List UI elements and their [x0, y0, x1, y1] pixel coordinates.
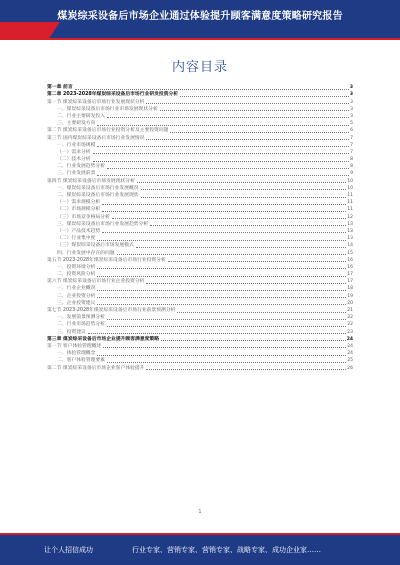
toc-entry[interactable] — [47, 98, 353, 105]
toc-entry-text: 一、煤炭综采设备后市场行业市场发展现状分析 — [57, 106, 158, 112]
toc-leader-dots — [97, 125, 349, 126]
toc-entry-page: 16 — [347, 264, 353, 270]
toc-entry[interactable] — [47, 91, 353, 98]
toc-entry[interactable] — [47, 213, 353, 220]
toc-entry-text: （一）需求规模分析 — [57, 200, 101, 206]
toc-entry-text: （三）市场竞争格局分析 — [57, 214, 110, 220]
toc-entry-text: （一）需求分析 — [57, 149, 91, 155]
toc-entry-text: 三、行业发展前景 — [57, 171, 96, 177]
toc-entry-text: （二）行业集中度 — [57, 236, 96, 242]
toc-entry-page: 3 — [350, 113, 353, 119]
toc-entry-page: 3 — [350, 106, 353, 112]
toc-entry-page: 21 — [347, 308, 353, 313]
toc-entry[interactable] — [47, 113, 353, 120]
toc-entry[interactable] — [47, 257, 353, 264]
toc-entry[interactable] — [47, 343, 353, 350]
toc-entry-page: 16 — [347, 257, 353, 263]
toc-entry-text: 第六节 煤炭综采设备后市场行业企业投资分析 — [47, 279, 145, 285]
toc-entry-text: 二、客户体验管理要素 — [57, 358, 105, 364]
report-header — [0, 0, 400, 38]
toc-entry-text: 三、煤炭综采设备后市场行业发展趋势分析 — [57, 221, 149, 227]
toc-leader-dots — [75, 89, 349, 90]
toc-entry[interactable] — [47, 163, 353, 170]
toc-entry-page: 8 — [350, 164, 353, 170]
footer-slogan: 让个人招信成功 — [44, 546, 93, 554]
toc-entry-text: 二、企业投资分析 — [57, 293, 96, 299]
toc-entry-text: 二、煤炭综采设备后市场行业发展现状 — [57, 193, 139, 198]
toc-entry-text: 第一节 客户体验管理概述 — [47, 343, 102, 349]
toc-leader-dots — [160, 110, 349, 111]
toc-entry-page: 7 — [350, 135, 353, 141]
toc-leader-dots — [97, 297, 346, 298]
report-footer — [0, 535, 400, 565]
toc-leader-dots — [107, 326, 346, 327]
toc-entry-page: 14 — [347, 243, 353, 249]
toc-entry-text: （三）煤炭综采设备后市场发展模式 — [57, 243, 134, 249]
toc-entry[interactable] — [47, 142, 353, 149]
toc-entry[interactable] — [47, 221, 353, 228]
toc-entry-text: 第一节 煤炭综采设备后市场行业发展现状分析 — [47, 99, 145, 105]
toc-entry-text: 第三章 煤炭综采设备后市场企业提升顾客满意度策略 — [47, 336, 160, 342]
toc-entry-text: 三、主要研发方向 — [57, 121, 96, 127]
toc-leader-dots — [146, 103, 349, 104]
toc-entry[interactable] — [47, 199, 353, 206]
toc-entry-page: 7 — [350, 149, 353, 155]
toc-entry[interactable] — [47, 206, 353, 213]
toc-entry[interactable] — [47, 84, 353, 91]
toc-entry-page: 13 — [347, 236, 353, 242]
toc-entry-page: 24 — [347, 351, 353, 357]
toc-entry[interactable] — [47, 242, 353, 249]
toc-entry-text: （二）技术分析 — [57, 157, 91, 163]
toc-entry-page: 24 — [347, 343, 353, 349]
report-title: 煤炭综采设备后市场企业通过体验提升顾客满意度策略研究报告 — [57, 11, 343, 22]
toc-leader-dots — [177, 312, 346, 313]
toc-entry-page: 8 — [350, 157, 353, 163]
toc-entry[interactable] — [47, 307, 353, 314]
toc-entry-text: 第二节 煤炭综采设备后市场行业投资分析及主要投资问题 — [47, 128, 169, 134]
toc-entry[interactable] — [47, 170, 353, 177]
toc-leader-dots — [97, 276, 346, 277]
toc-entry[interactable] — [47, 177, 353, 184]
toc-entry-page: 9 — [350, 171, 353, 177]
toc-leader-dots — [102, 204, 346, 205]
toc-leader-dots — [102, 232, 346, 233]
toc-heading: 内容目录 — [171, 60, 228, 75]
toc-entry-page: 23 — [347, 329, 353, 335]
toc-entry[interactable] — [47, 271, 353, 278]
toc-entry[interactable] — [47, 235, 353, 242]
toc-entry-text: 二、行业市场趋势分析 — [57, 322, 105, 328]
toc-entry-page: 13 — [347, 228, 353, 234]
toc-entry-page: 3 — [349, 92, 353, 98]
toc-entry[interactable] — [47, 106, 353, 113]
toc-entry-text: 一、行业市场规模 — [57, 142, 96, 148]
toc-entry-text: 二、投资风险分析 — [57, 272, 96, 278]
toc-leader-dots — [146, 139, 349, 140]
toc-entry-page: 25 — [347, 358, 353, 364]
toc-leader-dots — [168, 261, 346, 262]
toc-entry[interactable] — [47, 249, 353, 256]
toc-entry-text: 第二章 2023-2028年煤炭综采设备后市场行业研发投资分析 — [47, 92, 179, 98]
toc-entry-text: 一、煤炭综采设备后市场行业发展概况 — [57, 185, 139, 191]
toc-entry-page: 13 — [347, 221, 353, 227]
toc-leader-dots — [97, 268, 346, 269]
toc-entry-text: 第四节 煤炭综采设备后市场发展现状分析 — [47, 178, 135, 184]
toc-entry[interactable] — [47, 314, 353, 321]
toc-leader-dots — [102, 211, 346, 212]
toc-entry-page: 19 — [347, 293, 353, 299]
toc-entry-text: 第一章 前言 — [47, 85, 73, 91]
toc-leader-dots — [107, 117, 349, 118]
header-red-line — [0, 38, 400, 40]
toc-entry[interactable] — [47, 292, 353, 299]
toc-entry-text: 一、发展前景预测分析 — [57, 315, 105, 321]
toc-entry[interactable] — [47, 127, 353, 134]
toc-entry[interactable] — [47, 328, 353, 335]
toc-entry-page: 5 — [350, 121, 353, 127]
toc-leader-dots — [137, 182, 346, 183]
toc-entry-page: 11 — [347, 193, 353, 198]
toc-entry[interactable] — [47, 285, 353, 292]
toc-entry-page: 24 — [346, 336, 353, 342]
toc-leader-dots — [103, 347, 346, 348]
toc-entry[interactable] — [47, 336, 353, 343]
toc-entry[interactable] — [47, 192, 353, 199]
toc-leader-dots — [146, 369, 346, 370]
toc-entry-text: 一、体验管理概念 — [57, 351, 96, 357]
toc-entry-page: 15 — [347, 250, 353, 256]
toc-leader-dots — [97, 290, 346, 291]
toc-leader-dots — [88, 333, 346, 334]
toc-entry-text: 三、企业投资建议 — [57, 300, 96, 306]
toc-leader-dots — [97, 240, 346, 241]
page-number: 1 — [198, 509, 202, 515]
toc-entry-text: 第五节 2023-2028年煤炭综采设备后市场行业投资分析 — [47, 257, 166, 263]
toc-entry-page: 20 — [347, 300, 353, 306]
toc-entry-page: 22 — [347, 315, 353, 321]
toc-leader-dots — [93, 161, 350, 162]
toc-entry-text: 四、行业发展中存在的问题 — [57, 250, 115, 256]
toc-entry-page: 11 — [347, 200, 353, 206]
toc-leader-dots — [107, 362, 346, 363]
toc-entry-text: （二）市场规模分析 — [57, 207, 101, 213]
toc-leader-dots — [97, 175, 349, 176]
table-of-contents — [47, 84, 353, 372]
toc-entry-page: 17 — [347, 279, 353, 285]
toc-entry[interactable] — [47, 321, 353, 328]
toc-entry[interactable] — [47, 357, 353, 364]
toc-entry-text: （一）产品技术趋势 — [57, 228, 101, 234]
toc-entry-page: 18 — [347, 286, 353, 292]
toc-leader-dots — [150, 225, 346, 226]
toc-entry-text: 第二节 煤炭综采设备后市场企业客户体验提升 — [47, 365, 145, 371]
toc-entry[interactable] — [47, 364, 353, 371]
toc-entry[interactable] — [47, 228, 353, 235]
toc-entry-page: 6 — [350, 128, 353, 134]
toc-entry[interactable] — [47, 156, 353, 163]
toc-entry-page: 10 — [347, 185, 353, 191]
toc-entry-text: 第三节 国内煤炭综采设备后市场行业发展情况 — [47, 135, 145, 141]
toc-entry-page: 17 — [347, 272, 353, 278]
toc-entry[interactable] — [47, 134, 353, 141]
toc-entry-text: 二、行业主要研发投入 — [57, 113, 105, 119]
toc-leader-dots — [146, 283, 346, 284]
toc-entry-page: 3 — [350, 99, 353, 105]
toc-entry-text: 一、投资环境分析 — [57, 264, 96, 270]
toc-entry-page: 11 — [347, 207, 353, 213]
toc-leader-dots — [112, 218, 346, 219]
toc-entry[interactable] — [47, 120, 353, 127]
toc-entry[interactable] — [47, 149, 353, 156]
toc-leader-dots — [141, 189, 347, 190]
toc-leader-dots — [97, 146, 349, 147]
toc-leader-dots — [107, 319, 346, 320]
toc-entry-text: 一、行业企业概况 — [57, 286, 96, 292]
toc-entry-page: 3 — [349, 85, 353, 91]
toc-entry[interactable] — [47, 300, 353, 307]
toc-entry-text: 第七节 2023-2028年煤炭综采设备后市场行业前景预测分析 — [47, 308, 176, 313]
toc-entry-page: 10 — [347, 178, 353, 184]
toc-leader-dots — [161, 340, 346, 341]
footer-tagline: 行业专家、营销专家、营销专家、战略专家、成功企业家…… — [132, 546, 321, 554]
toc-entry[interactable] — [47, 350, 353, 357]
toc-entry[interactable] — [47, 278, 353, 285]
toc-entry-text: 二、行业发展趋势分析 — [57, 164, 105, 170]
toc-leader-dots — [97, 355, 346, 356]
toc-leader-dots — [93, 153, 350, 154]
toc-leader-dots — [107, 168, 349, 169]
toc-entry[interactable] — [47, 264, 353, 271]
toc-entry-page: 7 — [350, 142, 353, 148]
toc-entry-page: 26 — [347, 365, 353, 371]
toc-entry-page: 22 — [347, 322, 353, 328]
toc-leader-dots — [136, 247, 347, 248]
toc-entry-page: 12 — [347, 214, 353, 220]
toc-entry-text: 三、投资建议 — [57, 329, 86, 335]
toc-leader-dots — [117, 254, 347, 255]
toc-entry[interactable] — [47, 185, 353, 192]
toc-leader-dots — [97, 304, 346, 305]
toc-leader-dots — [141, 197, 347, 198]
toc-leader-dots — [170, 132, 349, 133]
toc-leader-dots — [180, 96, 349, 97]
